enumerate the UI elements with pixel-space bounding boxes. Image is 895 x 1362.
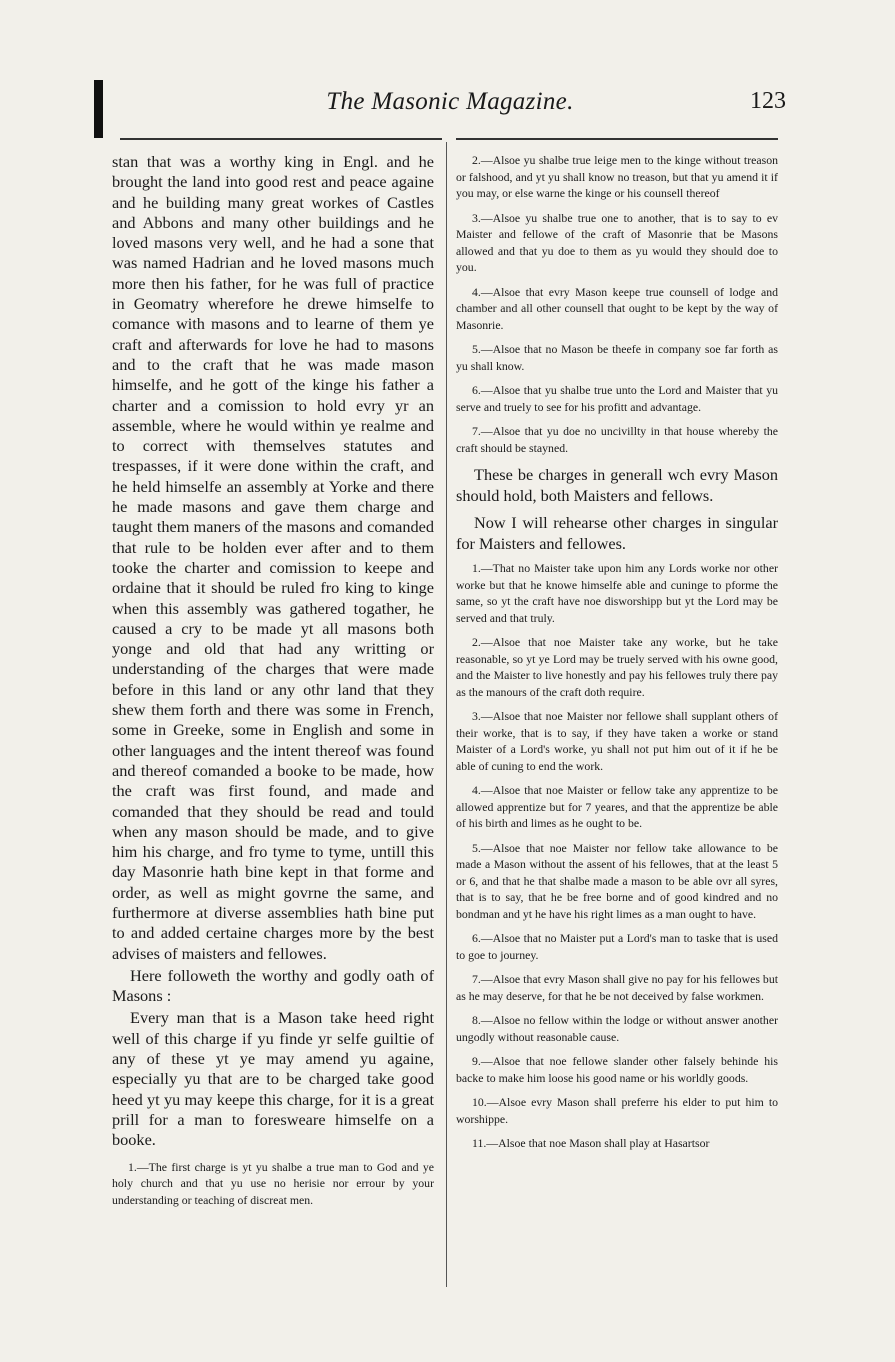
header-rule-left [120, 138, 442, 140]
general-charge-5: 5.—Alsoe that no Mason be theefe in company soe far forth as yu shall know. [456, 342, 778, 373]
header-rule-right [456, 138, 778, 140]
general-charges-summary: These be charges in generall wch evry Mason should hold, both Maisters and fellows. [456, 465, 778, 505]
singular-charge-4: 4.—Alsoe that noe Maister or fellow take any apprentize to be allowed apprentize but for 7 yeares, and that the apprentize be able of his birth and limes as he ought to be. [456, 783, 778, 830]
history-paragraph: stan that was a worthy king in Engl. and he brought the land into good rest and peace againe and he building many great workes of Castles and Abbons and many other buildings and he loved masons very well, and he had a sone that was named Hadrian and he loved masons much more then his father, for he was full of practice in Geomatry wherefore he drewe himselfe to comance with masons and to learne of them ye craft and afterwards for love he had to masons and to the craft that he was made mason himselfe, and he gott of the kinge his father a charter and a comission to hold evry yr an assemble, where he would within ye realme and to correct with themselves statutes and trespasses, if it were done within the craft, and he held himselfe an assembly at Yorke and there he made masons and gave them charge and taught them maners of the masons and comanded that rule to be holden ever after and to them tooke the charter and comission to keepe and ordaine that it should be ruled fro king to kinge when this assembly was gathered togather, he caused a cry to be made yt all masons both yonge and old that had any writting or understanding of the charges that were made before in this land or any othr land that they shew them forth and there was some in French, some in Greeke, some in English and some in other languages and the intent thereof was found and thereof comanded a booke to be made, how the craft was first found, and made and comanded that they should be read and tould when any mason should be made, and to give him his charge, and fro tyme to tyme, untill this day Masonrie hath bine kept in that forme and order, as well as might govrne the same, and furthermore at diverse assemblies hath bine put to and added certaine charges more by the best advises of maisters and fellowes. [112, 152, 434, 963]
left-column [112, 152, 434, 1216]
right-column [456, 152, 778, 1160]
charge-note-1: 1.—The first charge is yt yu shalbe a true man to God and ye holy church and that yu use no herisie nor errour by your understanding or teaching of discreat men. [112, 1159, 434, 1207]
general-charge-6: 6.—Alsoe that yu shalbe true unto the Lord and Maister that yu serve and truely to see for his profitt and advantage. [456, 383, 778, 414]
general-charge-4: 4.—Alsoe that evry Mason keepe true counsell of lodge and chamber and all other counsell that ought to be kept by the way of Masonrie. [456, 284, 778, 332]
singular-charge-6: 6.—Alsoe that no Maister put a Lord's man to taske that is used to goe to journey. [456, 931, 778, 962]
general-charge-7: 7.—Alsoe that yu doe no uncivillty in that house whereby the craft should be stayned. [456, 424, 778, 455]
singular-charge-7: 7.—Alsoe that evry Mason shall give no pay for his fellowes but as he may deserve, for that he be not deceived by false workmen. [456, 972, 778, 1003]
singular-charge-5: 5.—Alsoe that noe Maister nor fellow take allowance to be made a Mason without the assent of his fellowes, that at the least 5 or 6, and that he that shalbe made a mason to be able ovr all syres, that is to say, that he be free borne and of good kindred and no bondman and yt he have his right limes as a man ought to have. [456, 840, 778, 921]
singular-charge-3: 3.—Alsoe that noe Maister nor fellowe shall supplant others of their worke, that is to say, if they have taken a worke or stand Maister of a Lord's worke, yu shall not put him out of it if he be able of cuning to end the work. [456, 709, 778, 773]
oath-heading-paragraph: Here followeth the worthy and godly oath of Masons : [112, 965, 434, 1006]
column-divider [446, 142, 447, 1287]
page-number: 123 [750, 88, 786, 114]
singular-charges-intro: Now I will rehearse other charges in singular for Maisters and fellowes. [456, 513, 778, 553]
singular-charge-10: 10.—Alsoe evry Mason shall preferre his elder to put him to worshippe. [456, 1095, 778, 1126]
singular-charge-2: 2.—Alsoe that noe Maister take any worke, but he take reasonable, so yt ye Lord may be truely served with his owne good, and the Maister to live honestly and pay his fellowes truly there pay as the manours of the craft doth require. [456, 635, 778, 699]
singular-charge-1: 1.—That no Maister take upon him any Lords worke nor other worke but that he knowe himselfe able and cuninge to pforme the same, so yt the craft have noe disworshipp but yt the Lord may be served and that truly. [456, 561, 778, 625]
singular-charge-9: 9.—Alsoe that noe fellowe slander other falsely behinde his backe to make him loose his good name or his worldly goods. [456, 1054, 778, 1085]
singular-charge-8: 8.—Alsoe no fellow within the lodge or without answer another ungodly without reasonable cause. [456, 1013, 778, 1044]
running-title: The Masonic Magazine. [326, 88, 574, 115]
general-charge-3: 3.—Alsoe yu shalbe true one to another, that is to say to ev Maister and fellowe of the craft of Masonrie that be Masons allowed and that yu doe to them as yu would they should doe to you. [456, 210, 778, 274]
singular-charge-11: 11.—Alsoe that noe Mason shall play at Hasartsor [472, 1136, 710, 1150]
oath-paragraph: Every man that is a Mason take heed right well of this charge if yu finde yr selfe guiltie of any of these yt ye may amend yu againe, especially yu that are to be charged take good heed yt yu may keepe this charge, for it is a great prill for a man to foresweare himselfe on a booke. [112, 1008, 434, 1150]
general-charge-2: 2.—Alsoe yu shalbe true leige men to the kinge without treason or falshood, and yt yu shall know no treason, but that yu amend it if you may, or else warne the kinge or his counsell thereof [456, 153, 778, 200]
binding-mark [94, 80, 103, 138]
page-header [110, 84, 790, 128]
